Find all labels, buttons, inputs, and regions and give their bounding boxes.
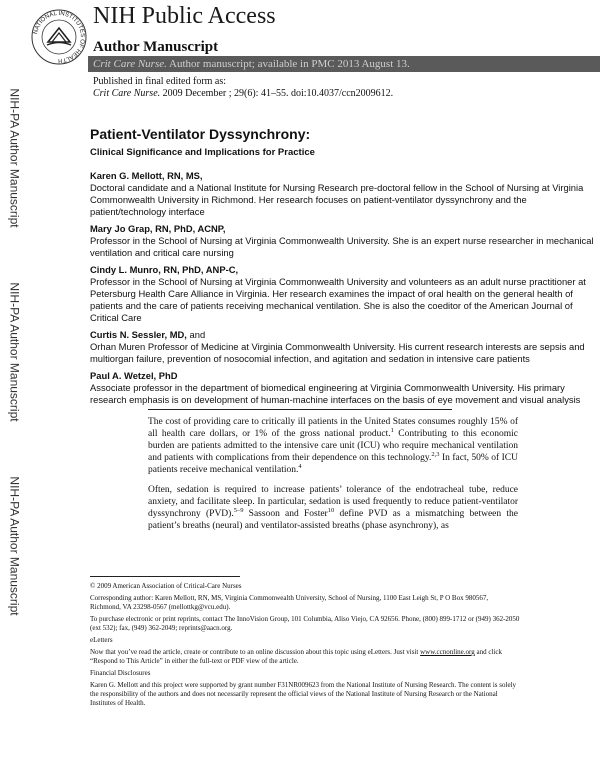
abstract-rule [148,409,452,410]
footnotes [90,582,520,711]
availability-rest: Author manuscript; available in PMC 2013 August 13. [166,58,410,70]
citation-ref: 2,3 [431,450,440,458]
nih-logo-icon [30,8,88,66]
author-name: Karen G. Mellott, RN, MS, [90,170,203,181]
eletters-heading: eLetters [90,636,113,644]
abstract [148,416,518,540]
citation-rest: 2009 December ; 29(6): 41–55. doi:10.4037/ccn2009612. [160,88,394,99]
side-watermark: NIH-PA Author Manuscript [8,88,23,228]
author-entry [90,223,596,259]
availability-journal: Crit Care Nurse. [93,58,167,70]
author-bio: Associate professor in the department of biomedical engineering at Virginia Commonwealth University. His primary research emphasis is on development of human-machine interfaces on the basis of eye movement and visual analysis [90,382,581,405]
citation-journal: Crit Care Nurse. [93,88,161,99]
author-bio: Orhan Muren Professor of Medicine at Virginia Commonwealth University. His current research interests are sepsis and multiorgan failure, prevention of nosocomial infection, and agitation and sedation in intensive care patients [90,341,585,364]
author-name: Mary Jo Grap, RN, PhD, ACNP, [90,223,226,234]
article-title: Patient-Ventilator Dyssynchrony: [90,126,311,142]
citation-ref: 5–9 [233,506,244,514]
author-bio: Doctoral candidate and a National Institute for Nursing Research pre-doctoral fellow in the School of Nursing at Virginia Commonwealth University in Richmond. Her research focuses on patient-ventilator dyssynchrony and the patient/technology interface [90,182,584,217]
citation-ref: 4 [298,462,302,470]
disclosures-heading: Financial Disclosures [90,669,151,677]
abstract-paragraph: Often, sedation is required to increase patients’ tolerance of the endotracheal tube, reduce anxiety, and facilitate sleep. In particular, sedation is used frequently to reduce patient-ventilator dyssynchrony (PVD).$^{5-9}$ Sassoon and Foster$^{10}$ define PVD as a mismatching between the patient’s breaths (neural) and ventilator-assisted breaths (phase asynchrony), as [148,485,518,531]
header-title: NIH Public Access [93,3,276,29]
side-watermark: NIH-PA Author Manuscript [8,282,23,422]
availability-text [93,57,410,71]
author-bio: Professor in the School of Nursing at Virginia Commonwealth University. She is an expert nurse researcher in mechanical ventilation and critical care nursing [90,235,594,258]
copyright-note: © 2009 American Association of Critical-Care Nurses [90,582,242,590]
author-name: Paul A. Wetzel, PhD [90,370,178,381]
footnote-rule [90,576,240,577]
logo-ring-text: NATIONAL INSTITUTES OF HEALTH [33,10,86,64]
author-entry [90,264,596,324]
eletters-note: Now that you’ve read the article, create or contribute to an online discussion about this topic using eLetters. Just visit www.ccnonline.org and click “Respond to This Article” in either the full-text or PDF view of the article. [90,648,502,665]
author-bio: Professor in the School of Nursing at Virginia Commonwealth University and volunteers as an adult nurse practitioner at Petersburg Health Care Alliance in Virginia. Her research examines the impact of oral health on the general health of patients and the care of patients receiving mechanical ventilation. She is also the coeditor of the American Journal of Critical Care [90,276,586,323]
author-entry: Curtis N. Sessler, MD, and Orhan Muren Professor of Medicine at Virginia Commonwealth University. His current research interests are sepsis and multiorgan failure, prevention of nosocomial infection, and agitation and sedation in intensive care patients [90,329,596,365]
disclosures-note: Karen G. Mellott and this project were supported by grant number F31NR009623 from the National Institute of Nursing Research. The content is solely the responsibility of the authors and does not necessarily represent the official views of the National Institute of Nursing Research or the National Institutes of Health. [90,681,517,707]
author-entry [90,170,596,218]
author-name: Curtis N. Sessler, MD, [90,329,187,340]
article-subtitle: Clinical Significance and Implications for Practice [90,147,315,158]
author-list [90,170,596,411]
abstract-paragraph: The cost of providing care to critically ill patients in the United States consumes roughly 15% of all health care dollars, or 1% of the gross national product.$^1$ Contributing to this economic burden are patients admitted to the intensive care unit (ICU) who require mechanical ventilation and patients with complications from their dependence on this technology.$^{2,3}$ In fact, 50% of ICU patients receive mechanical ventilation.$^4$ [148,417,518,475]
ccnonline-link[interactable]: www.ccnonline.org [420,648,475,656]
reprints-note: To purchase electronic or print reprints, contact The InnoVision Group, 101 Columbia, Aliso Viejo, CA 92656. Phone, (800) 899-1712 or (949) 362-2050 (ext 532); fax, (949) 362-2049; reprints@aacn.org. [90,615,520,632]
side-watermark: NIH-PA Author Manuscript [8,476,23,616]
corresponding-author-note: Corresponding author: Karen Mellott, RN, MS, Virginia Commonwealth University, School of Nursing, 1100 East Leigh St, P O Box 980567, Richmond, VA 23298-0567 (mellottkg@vcu.edu). [90,594,489,611]
header-subtitle: Author Manuscript [93,39,219,55]
citation-ref: 10 [327,506,335,514]
citation [93,88,393,100]
published-label: Published in final edited form as: [93,76,227,87]
author-entry [90,370,596,406]
citation-ref: 1 [390,426,394,434]
author-name: Cindy L. Munro, RN, PhD, ANP-C, [90,264,239,275]
